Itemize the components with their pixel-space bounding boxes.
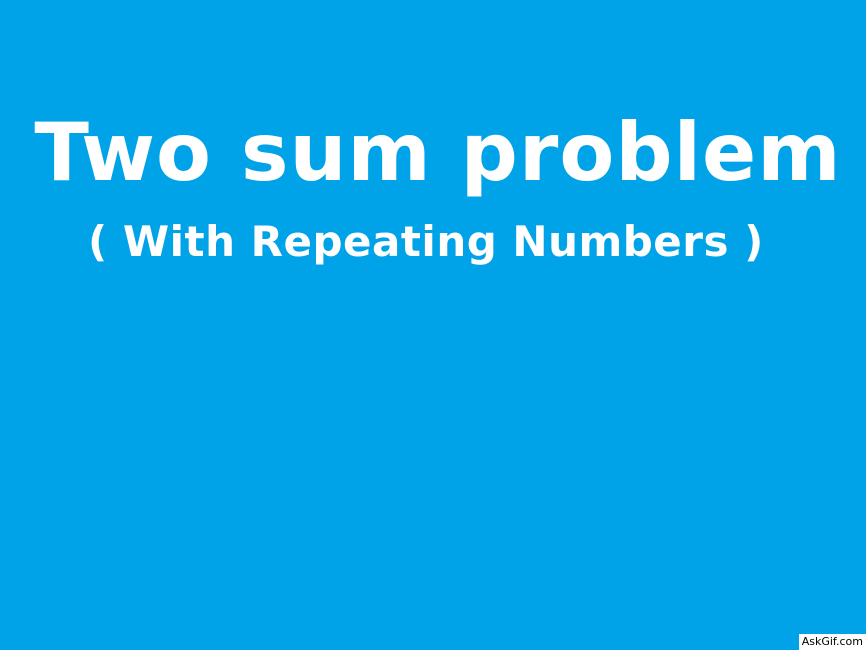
slide-subtitle: ( With Repeating Numbers )	[88, 217, 764, 266]
watermark-label: AskGif.com	[799, 634, 866, 650]
slide-title: Two sum problem	[34, 106, 842, 199]
